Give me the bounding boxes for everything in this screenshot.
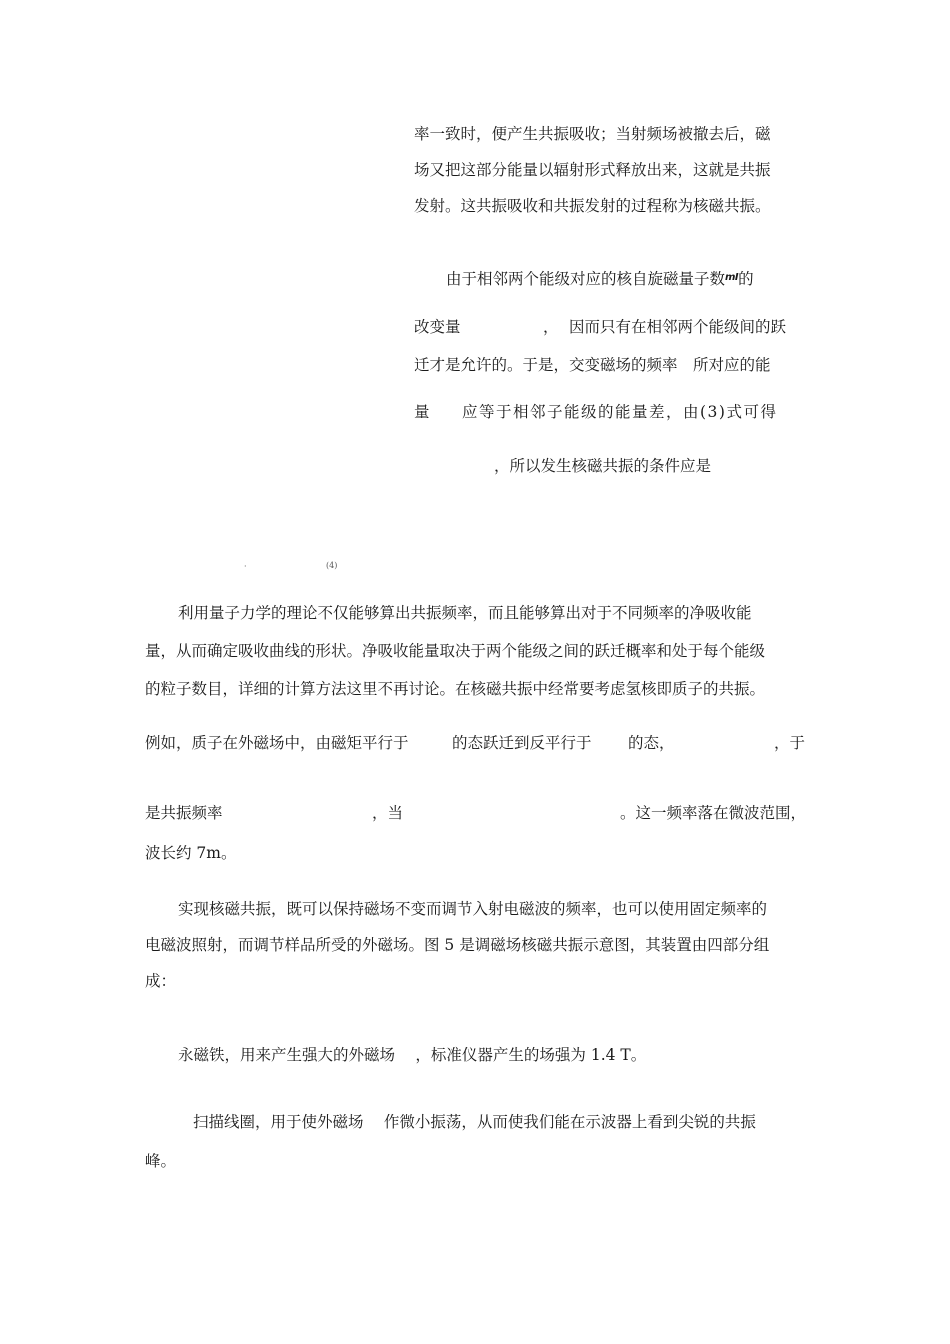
text: ，所以发生核磁共振的条件应是: [494, 457, 712, 475]
text: 实现核磁共振，既可以保持磁场不变而调节入射电磁波的频率，也可以使用固定频率的: [178, 900, 768, 918]
para1-line-6: [145, 843, 237, 863]
magnetic-quantum-number-symbol: mI: [725, 272, 739, 283]
para1-line-5b: [372, 803, 403, 823]
text: 例如，质子在外磁场中，由磁矩平行于: [145, 734, 409, 752]
text: 扫描线圈，用于使外磁场 作微小振荡，从而使我们能在示波器上看到尖锐的共振: [193, 1113, 756, 1131]
column-line-7a: [414, 402, 430, 422]
column-line-4: [446, 268, 754, 289]
text: 的粒子数目，详细的计算方法这里不再讨论。在核磁共振中经常要考虑氢核即质子的共振。: [145, 680, 766, 698]
text: 发射。这共振吸收和共振发射的过程称为核磁共振。: [414, 197, 771, 215]
text: 量，从而确定吸收曲线的形状。净吸收能量取决于两个能级之间的跃迁概率和处于每个能级: [145, 642, 766, 660]
para1-line-4b: [452, 733, 592, 753]
text: 的: [738, 270, 754, 288]
column-line-5c: [569, 317, 786, 337]
column-line-3: [414, 196, 806, 216]
text: 波长约 7m。: [145, 844, 237, 862]
equation-dot: ·: [244, 562, 247, 571]
text: 改变量: [414, 318, 461, 336]
text: 场又把这部分能量以辐射形式释放出来，这就是共振: [414, 161, 771, 179]
text: ，于: [774, 734, 806, 752]
item-scan-coil-line-2: [145, 1151, 176, 1171]
text: 成：: [145, 972, 177, 990]
text: 由于相邻两个能级对应的核自旋磁量子数: [446, 270, 726, 288]
text: 利用量子力学的理论不仅能够算出共振频率，而且能够算出对于不同频率的净吸收能: [178, 604, 752, 622]
column-line-7b: [462, 402, 777, 422]
text: 。这一频率落在微波范围，: [620, 804, 807, 822]
text: 率一致时，便产生共振吸收；当射频场被撤去后，磁: [414, 125, 771, 143]
para1-line-4c: [628, 733, 675, 753]
para1-line-4d: [774, 733, 805, 753]
text: 因而只有在相邻两个能级间的跃: [569, 318, 787, 336]
para1-line-3: [145, 679, 765, 699]
column-line-5a: [414, 317, 461, 337]
column-line-8: [494, 456, 711, 476]
text: 应等于相邻子能级的能量差，由(3)式可得: [462, 403, 778, 421]
item-scan-coil-line-1: [193, 1112, 756, 1132]
text: 的态跃迁到反平行于: [452, 734, 592, 752]
para1-line-5c: [620, 803, 806, 823]
item-permanent-magnet: [178, 1045, 646, 1065]
column-line-1: [414, 124, 806, 144]
text: 量: [414, 403, 430, 421]
text: ，当: [372, 804, 404, 822]
text: 是共振频率: [145, 804, 223, 822]
para1-line-2: [145, 641, 765, 661]
column-line-6: [414, 355, 771, 375]
para2-line-3: [145, 971, 176, 991]
para2-line-1: [178, 899, 767, 919]
text: 迁才是允许的。于是，交变磁场的频率 所对应的能: [414, 356, 771, 374]
text: 峰。: [145, 1152, 177, 1170]
equation-number: (4): [326, 561, 338, 570]
text: 永磁铁，用来产生强大的外磁场 ，标准仪器产生的场强为 1.4 T。: [178, 1046, 647, 1064]
para1-line-5a: [145, 803, 223, 823]
text: ，: [543, 318, 559, 336]
para2-line-2: [145, 935, 769, 955]
column-line-2: [414, 160, 806, 180]
text: 电磁波照射，而调节样品所受的外磁场。图 5 是调磁场核磁共振示意图，其装置由四部分组: [145, 936, 770, 954]
para1-line-1: [178, 603, 752, 623]
para1-line-4a: [145, 733, 409, 753]
text: 的态，: [628, 734, 675, 752]
column-line-5b: [543, 317, 559, 337]
